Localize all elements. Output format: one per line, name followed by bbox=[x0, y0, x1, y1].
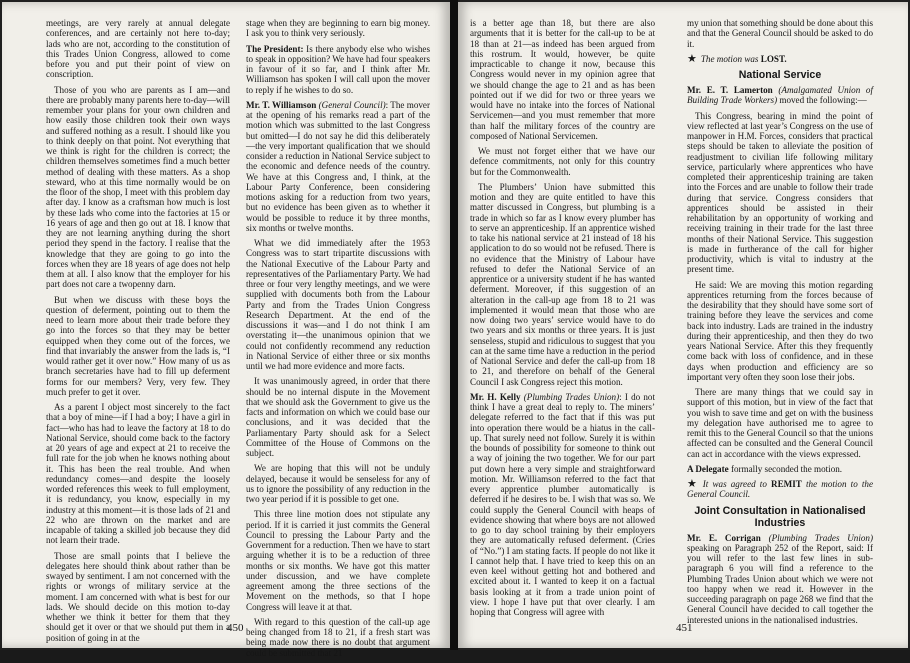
speaker-name: Mr. E. Corrigan bbox=[687, 532, 761, 543]
paragraph-text: Those are small points that I believe the delegates here should think about rather than be swayed by sentiment. I am not concerned with the rights or wrongs of military service at the moment. I am concerned with what is best for our lads. We should decide on this motion to-day whether we think it better for them that they should get it over or that we should put them in a position of going in at the bbox=[46, 550, 230, 643]
book-gutter bbox=[450, 0, 458, 650]
paragraph-text: Is there anybody else who wishes to speak in opposition? We have had four speakers in favour of it so far, and I think after Mr. Williamson has spoken I will call upon the mover to reply if he wishes to do so. bbox=[246, 43, 430, 95]
left-column-1 bbox=[46, 18, 230, 648]
page-451 bbox=[458, 2, 908, 648]
paragraph-text: is a better age than 18, but there are also arguments that it is better for the call-up to be at 18 than at 21—as indeed has been argued from this rostrum. It would, however, be quite impracticable to change it now, because this Congress would never in my opinion agree that we should change the age to 21 and as has been pointed out if we did for two or three years we would have no intake into the forces of National Servicemen—and you must remember that more than half the military forces of the country are composed of National Servicemen. bbox=[470, 18, 655, 141]
paragraph bbox=[46, 18, 230, 80]
paragraph bbox=[246, 44, 430, 95]
paragraph-text: He said: We are moving this motion regarding apprentices returning from the forces because of the desirability that they should have some sort of training before they leave the services and come back into industry. Lads are trained in the industry during their apprenticeship, and then they do two years National Service. After this they frequently come back with loss of confidence, and in these days when production and efficiency are so important very often they soon lose their jobs. bbox=[687, 279, 873, 382]
paragraph-text: This Congress, bearing in mind the point of view reflected at last year’s Congress on the use of manpower in H.M. Forces, considers that practical steps should be taken to alleviate the position of readjustment to civilian life following military service, particularly where apprentices who have completed their apprenticeship training are taken into the Forces and are unable to follow their trade during that service. Congress considers that apprentices should be assisted in their rehabilitation by an opportunity of working and receiving training in their trade for the last three months of their National Service. This suggestion is made in furtherance of the call for higher productivity, which is vital to industry at the present time. bbox=[687, 110, 873, 275]
paragraph-text: The Plumbers’ Union have submitted this motion and they are quite entitled to have this matter discussed in Congress, but plumbing is a trade in which so far as I know every plumber has to serve an apprenticeship. If an apprentice wished to take his national service at 21 instead of 18 his application to do so would not be refused. There is no evidence that the Ministry of Labour have refused to defer the National Service of an apprentice or a university student if he has wanted deferment. Moreover, if this suggestion of an alteration in the call-up age from 18 to 21 was implemented it would mean that those who are now doing two years’ service would have to do two years and six months or three years. It is just senseless, stupid and ridiculous to suggest that you can at the same time have a reduction in the period of National Service and defer the call-up from 18 to 21, and therefore on behalf of the General Council I ask Congress reject this motion. bbox=[470, 181, 655, 387]
speaker-name: The President: bbox=[246, 43, 304, 54]
paragraph bbox=[470, 392, 655, 618]
paragraph bbox=[687, 18, 873, 49]
paragraph bbox=[246, 617, 430, 658]
paragraph bbox=[687, 464, 873, 474]
paragraph bbox=[470, 18, 655, 141]
paragraph bbox=[46, 295, 230, 398]
decision-text: It was agreed to bbox=[702, 479, 767, 489]
paragraph-text: We are hoping that this will not be unduly delayed, because it would be senseless for any of us to ignore the possibility of any reduction in the two year period if it is possible to get one. bbox=[246, 463, 430, 504]
speaker-name: Mr. E. T. Lamerton bbox=[687, 85, 773, 95]
paragraph-text: This three line motion does not stipulate any period. If it is carried it just commits the General Council to pressing the Labour Party and the Government for a reduction. Then we have to start arguing whether it is to be a reduction of three months or six months. We have got this matter under discussion, and we have complete agreement among the three sections of the Movement on the methods, so that I hope Congress will leave it at that. bbox=[246, 509, 430, 612]
paragraph-text: With regard to this question of the call-up age being changed from 18 to 21, if a fresh start was being made now there is no doubt that argument could be submitted that 21 bbox=[246, 616, 430, 658]
paragraph-text: As a parent I object most sincerely to the fact that a boy of mine—if I had a boy; I have a girl in fact—who has had to leave the factory at 18 to do National Service, should come back to the factory at 20 years of age and expect at 21 to receive the full rate for the job when he knows nothing about it. This has been the real trouble. And when redundancy comes—and despite the loosely worded references this week to full employment, it is redundancy, you know, especially in my industry at this moment—it is those lads of 21 and 22 who are thrown on the market and are incapable of taking a skilled job because they did not learn their trade. bbox=[46, 402, 230, 546]
paragraph-text: my union that something should be done about this and that the General Council should be asked to do it. bbox=[687, 18, 873, 49]
section-heading: Joint Consultation in Nationalised Industries bbox=[694, 504, 866, 529]
star-icon: ★ bbox=[687, 478, 699, 490]
speaker-name: Mr. H. Kelly bbox=[470, 391, 521, 402]
paragraph bbox=[246, 463, 430, 504]
paragraph bbox=[46, 85, 230, 290]
decision-line bbox=[687, 54, 873, 64]
paragraph-text: But when we discuss with these boys the question of deferment, pointing out to them the need to learn more about their trade before they go into the forces so that they may be better equipped when they come out of the forces, we find that invariably the answer from the lads is, “I would rather get it over now.” How many of us as branch secretaries have had to fill up deferment forms for our members? Very, very few. They much prefer to get it over. bbox=[46, 294, 230, 397]
paragraph-text: speaking on Paragraph 252 of the Report, said: If you will refer to the last few lines in sub-paragraph 6 you will find a reference to the Plumbing Trades Union about which we were not too happy when we read it. However in the succeeding paragraph on page 268 we find that the General Council have decided to call together the interested unions in the nationalised industries. bbox=[687, 542, 873, 625]
page-number-right: 451 bbox=[676, 622, 693, 634]
paragraph bbox=[246, 238, 430, 371]
right-column-2 bbox=[687, 18, 873, 630]
speaker-affiliation: (General Council) bbox=[318, 99, 386, 110]
paragraph bbox=[687, 280, 873, 383]
speaker-affiliation: (Plumbing Trades Union) bbox=[523, 391, 620, 402]
paragraph-text: We must not forget either that we have our defence commitments, not only for this country but for the Commonwealth. bbox=[470, 146, 655, 177]
paragraph-text: Those of you who are parents as I am—and there are probably many parents here to-day—will remember your plans for your own children and how easily those children took their own ways and suffered nothing as a result. I should like you to think deeply on that point. Not everything that we think is right for the children is correct; the children themselves sometimes find a much better method of dealing with these matters. As a shop steward, who at this time normally would be on the floor of the shop, I meet with this problem day after day. I know as a craftsman how much is lost by these lads who come into the factories at 15 or 16 years of age and then go out at 18. I know that they are not learning anything during the short period they spend in the factory. I realise that the knowledge that they are going to go into the forces when they are 18 years of age does not help them at all. I also know that the employer for his part does not care a twopenny darn. bbox=[46, 84, 230, 290]
paragraph bbox=[687, 85, 873, 106]
paragraph bbox=[470, 182, 655, 387]
paragraph bbox=[46, 402, 230, 546]
paragraph-text: moved the following:— bbox=[777, 95, 867, 106]
paragraph bbox=[246, 100, 430, 233]
paragraph bbox=[246, 376, 430, 458]
decision-result: REMIT bbox=[766, 479, 802, 489]
paragraph-text: It was unanimously agreed, in order that there should be no internal dispute in the Movement that we should ask the Government to give us the facts and information on which we could base our conclusions, and it was decided that the Parliamentary Party should ask for a Select Committee of the House of Commons on the subject. bbox=[246, 376, 430, 458]
paragraph bbox=[470, 146, 655, 177]
decision-text: The motion was bbox=[700, 53, 759, 64]
paragraph bbox=[246, 18, 430, 39]
paragraph-text: formally seconded the motion. bbox=[728, 463, 843, 474]
paragraph-text: There are many things that we could say in support of this motion, but in view of the fact that you wish to save time and get on with the business my delegation have authorised me to agree to remit this to the General Council so that the unions affected can be consulted and the General Council can act in accordance with the views expressed. bbox=[687, 387, 873, 459]
paragraph-text: : The mover at the opening of his remarks read a part of the motion which was submitted to the last Congress but omitted—I do not say he did this deliberately—the very important qualification that we should consider a reduction in National Service subject to the economic and defence needs of the country. We have at this Congress and, I think, at the Labour Party Conference, been considering motions asking for a reduction from two years, but no evidence has been given as to whether it would be possible to reduce it by three months, six months or twelve months. bbox=[246, 99, 430, 233]
section-heading: National Service bbox=[738, 69, 822, 81]
speaker-affiliation: (Plumbing Trades Union) bbox=[768, 532, 874, 543]
left-column-2 bbox=[246, 18, 430, 663]
speaker-name: Mr. T. Williamson bbox=[246, 99, 317, 110]
speaker-affiliation: (Amalgamated Union of Building Trade Workers) bbox=[687, 85, 873, 106]
speaker-name: A Delegate bbox=[687, 463, 729, 474]
paragraph bbox=[46, 551, 230, 643]
paragraph-text: stage when they are beginning to earn big money. I ask you to think very seriously. bbox=[246, 18, 430, 39]
paragraph bbox=[246, 509, 430, 612]
paragraph-text: What we did immediately after the 1953 Congress was to start tripartite discussions with the National Executive of the Labour Party and representatives of the Parliamentary Party. We had three or four very lengthy meetings, and we were supplied with documents both from the Labour Party and from the Trades Union Congress Research Department. At the end of the discussions it was—and I do not think I am overstating it—the unanimous opinion that we could not confidently recommend any reduction in National Service of either three or six months until we had more evidence and more facts. bbox=[246, 238, 430, 371]
page-450 bbox=[2, 2, 450, 658]
paragraph-text: : I do not think I have a great deal to reply to. The miners’ delegate referred to the fact that if this was put into operation there would be a hiatus in the call-up. That surely need not follow. Surely it is within the bounds of possibility for someone to think out a way of joining the two together. We for our part put down here a very simple and straightforward motion. Mr. Williamson referred to the fact that every apprentice plumber automatically is deferred if he desires to be. I wish that was so. We could supply the General Council with heaps of evidence showing that where boys are not allowed to go to day school training by their employers they are automatically refused deferment. (Cries of “No.”) I am stating facts. If people do not like it I cannot help that. I have tried to keep this on an even keel without getting hot and bothered and excited about it. I wanted to keep it on a factual basis looking at it from a trade union point of view. I hope I have put that over clearly. I am hoping that Congress will agree with bbox=[470, 391, 656, 617]
paragraph-text: meetings, are very rarely at annual delegate conferences, and are certainly not here to-day; lads who are not, according to the constitution of this Trades Union Congress, allowed to come before you and put their point of view on conscription. bbox=[46, 18, 230, 80]
decision-line bbox=[687, 479, 873, 500]
decision-text-tail: the motion to the General Council. bbox=[687, 479, 873, 500]
paragraph bbox=[687, 387, 873, 459]
page-number-left: 450 bbox=[227, 622, 244, 634]
paragraph bbox=[687, 533, 873, 625]
star-icon: ★ bbox=[687, 52, 697, 65]
paragraph bbox=[687, 111, 873, 275]
decision-result: LOST. bbox=[758, 53, 787, 64]
right-column-1 bbox=[470, 18, 655, 622]
